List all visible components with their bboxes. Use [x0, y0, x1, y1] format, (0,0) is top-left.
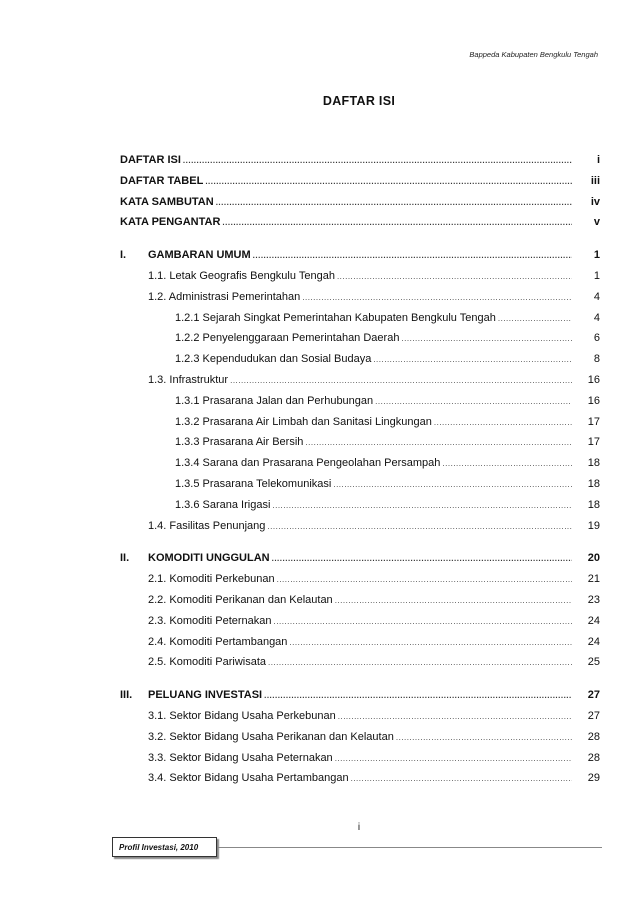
toc-entry-daftar-isi[interactable]: [120, 154, 600, 175]
toc-label: 2.4. Komoditi Pertambangan: [148, 635, 288, 648]
leader-dots: [305, 438, 572, 447]
leader-dots: [267, 522, 572, 531]
toc-page: 19: [587, 519, 600, 532]
leader-dots: [498, 314, 572, 323]
leader-dots: [335, 596, 572, 605]
leader-dots: [183, 156, 572, 165]
leader-dots: [373, 355, 572, 364]
leader-dots: [274, 617, 572, 626]
leader-dots: [333, 480, 572, 489]
leader-dots: [277, 575, 572, 584]
toc-entry-3-2[interactable]: [120, 731, 600, 752]
toc-page: 6: [593, 332, 600, 345]
leader-dots: [289, 638, 572, 647]
toc-page: 4: [593, 290, 600, 303]
toc-entry-2-5[interactable]: [120, 656, 600, 677]
table-of-contents: [120, 154, 600, 793]
toc-entry-kata-sambutan[interactable]: [120, 196, 600, 217]
toc-entry-1-3-5[interactable]: [120, 478, 600, 499]
toc-entry-3-3[interactable]: [120, 752, 600, 773]
leader-dots: [205, 177, 572, 186]
leader-dots: [337, 272, 572, 281]
toc-chapter-1[interactable]: [120, 249, 600, 270]
toc-page: 20: [587, 552, 600, 565]
toc-label: 1.2.2 Penyelenggaraan Pemerintahan Daerah: [175, 332, 400, 345]
toc-page: 16: [587, 394, 600, 407]
toc-label: 1.1. Letak Geografis Bengkulu Tengah: [148, 269, 335, 282]
toc-page: 29: [587, 772, 600, 785]
toc-page: 23: [587, 593, 600, 606]
leader-dots: [272, 554, 572, 563]
toc-entry-1-2-3[interactable]: [120, 353, 600, 374]
toc-page: 25: [587, 656, 600, 669]
toc-entry-1-2[interactable]: [120, 291, 600, 312]
leader-dots: [272, 501, 572, 510]
toc-page: 21: [587, 573, 600, 586]
toc-page: v: [593, 216, 600, 229]
toc-label: KOMODITI UNGGULAN: [148, 552, 270, 565]
toc-label: 2.5. Komoditi Pariwisata: [148, 656, 266, 669]
toc-label: 3.3. Sektor Bidang Usaha Peternakan: [148, 751, 333, 764]
toc-entry-2-3[interactable]: [120, 615, 600, 636]
toc-page: 17: [587, 436, 600, 449]
toc-label: 1.3.3 Prasarana Air Bersih: [175, 436, 304, 449]
toc-label: DAFTAR TABEL: [120, 174, 204, 187]
toc-entry-1-2-1[interactable]: [120, 312, 600, 333]
toc-page: 24: [587, 635, 600, 648]
toc-label: DAFTAR ISI: [120, 154, 181, 166]
leader-dots: [216, 198, 572, 207]
toc-page: 4: [593, 311, 600, 324]
toc-label: 2.2. Komoditi Perikanan dan Kelautan: [148, 593, 333, 606]
leader-dots: [268, 658, 572, 667]
leader-dots: [396, 733, 572, 742]
leader-dots: [434, 418, 572, 427]
toc-page: 28: [587, 730, 600, 743]
toc-page: i: [596, 154, 600, 166]
toc-label: 1.3.4 Sarana dan Prasarana Pengeolahan Persampah: [175, 457, 441, 470]
chapter-number: III.: [120, 689, 133, 702]
toc-entry-2-2[interactable]: [120, 594, 600, 615]
leader-dots: [338, 712, 572, 721]
chapter-number: II.: [120, 552, 130, 565]
leader-dots: [351, 774, 572, 783]
toc-entry-3-1[interactable]: [120, 710, 600, 731]
toc-label: 1.2.3 Kependudukan dan Sosial Budaya: [175, 353, 372, 366]
running-header: Bappeda Kabupaten Bengkulu Tengah: [469, 50, 598, 59]
toc-label: 3.1. Sektor Bidang Usaha Perkebunan: [148, 709, 336, 722]
footer-label-box: Profil Investasi, 2010: [112, 837, 217, 857]
footer-rule: [217, 847, 602, 848]
toc-entry-3-4[interactable]: [120, 772, 600, 793]
toc-chapter-3[interactable]: [120, 689, 600, 710]
toc-page: iv: [590, 195, 600, 208]
leader-dots: [401, 334, 572, 343]
toc-page: 8: [593, 353, 600, 366]
toc-label: 1.2. Administrasi Pemerintahan: [148, 290, 301, 303]
toc-label: 1.3.2 Prasarana Air Limbah dan Sanitasi Lingkungan: [175, 415, 432, 428]
toc-chapter-2[interactable]: [120, 552, 600, 573]
toc-label: 1.3.5 Prasarana Telekomunikasi: [175, 477, 332, 490]
toc-label: 2.3. Komoditi Peternakan: [148, 614, 272, 627]
toc-page: 18: [587, 457, 600, 470]
toc-entry-1-3-1[interactable]: [120, 395, 600, 416]
toc-label: KATA PENGANTAR: [120, 216, 221, 229]
toc-entry-kata-pengantar[interactable]: [120, 216, 600, 237]
toc-label: 1.4. Fasilitas Penunjang: [148, 519, 266, 532]
leader-dots: [335, 754, 572, 763]
toc-page: 27: [587, 709, 600, 722]
toc-entry-daftar-tabel[interactable]: [120, 175, 600, 196]
toc-label: 1.2.1 Sejarah Singkat Pemerintahan Kabupaten Bengkulu Tengah: [175, 311, 496, 324]
toc-entry-1-3-2[interactable]: [120, 416, 600, 437]
toc-label: 1.3.1 Prasarana Jalan dan Perhubungan: [175, 394, 374, 407]
toc-entry-2-4[interactable]: [120, 636, 600, 657]
leader-dots: [230, 376, 572, 385]
toc-page: 16: [587, 373, 600, 386]
page-title: DAFTAR ISI: [322, 94, 396, 108]
toc-entry-1-3[interactable]: [120, 374, 600, 395]
leader-dots: [375, 397, 572, 406]
toc-entry-1-3-6[interactable]: [120, 499, 600, 520]
toc-page: 27: [587, 689, 600, 702]
toc-label: 2.1. Komoditi Perkebunan: [148, 573, 275, 586]
toc-entry-1-3-3[interactable]: [120, 436, 600, 457]
leader-dots: [222, 218, 572, 227]
toc-label: GAMBARAN UMUM: [148, 249, 251, 262]
leader-dots: [442, 459, 572, 468]
toc-page: 28: [587, 751, 600, 764]
toc-label: 3.4. Sektor Bidang Usaha Pertambangan: [148, 772, 349, 785]
toc-page: 18: [587, 477, 600, 490]
toc-page: 1: [593, 249, 600, 262]
leader-dots: [302, 293, 572, 302]
toc-label: PELUANG INVESTASI: [148, 689, 263, 702]
toc-entry-2-1[interactable]: [120, 573, 600, 594]
toc-label: KATA SAMBUTAN: [120, 195, 214, 208]
leader-dots: [253, 251, 572, 260]
toc-page: 18: [587, 498, 600, 511]
leader-dots: [264, 691, 572, 700]
toc-entry-1-3-4[interactable]: [120, 457, 600, 478]
chapter-number: I.: [120, 249, 127, 262]
toc-entry-1-2-2[interactable]: [120, 332, 600, 353]
toc-label: 1.3.6 Sarana Irigasi: [175, 498, 271, 511]
toc-page: 1: [593, 269, 600, 282]
toc-label: 3.2. Sektor Bidang Usaha Perikanan dan Kelautan: [148, 730, 394, 743]
toc-entry-1-1[interactable]: [120, 270, 600, 291]
toc-label: 1.3. Infrastruktur: [148, 373, 229, 386]
toc-page: 17: [587, 415, 600, 428]
toc-page: iii: [590, 174, 600, 187]
toc-entry-1-4[interactable]: [120, 520, 600, 541]
toc-page: 24: [587, 614, 600, 627]
page-number: i: [357, 822, 361, 833]
